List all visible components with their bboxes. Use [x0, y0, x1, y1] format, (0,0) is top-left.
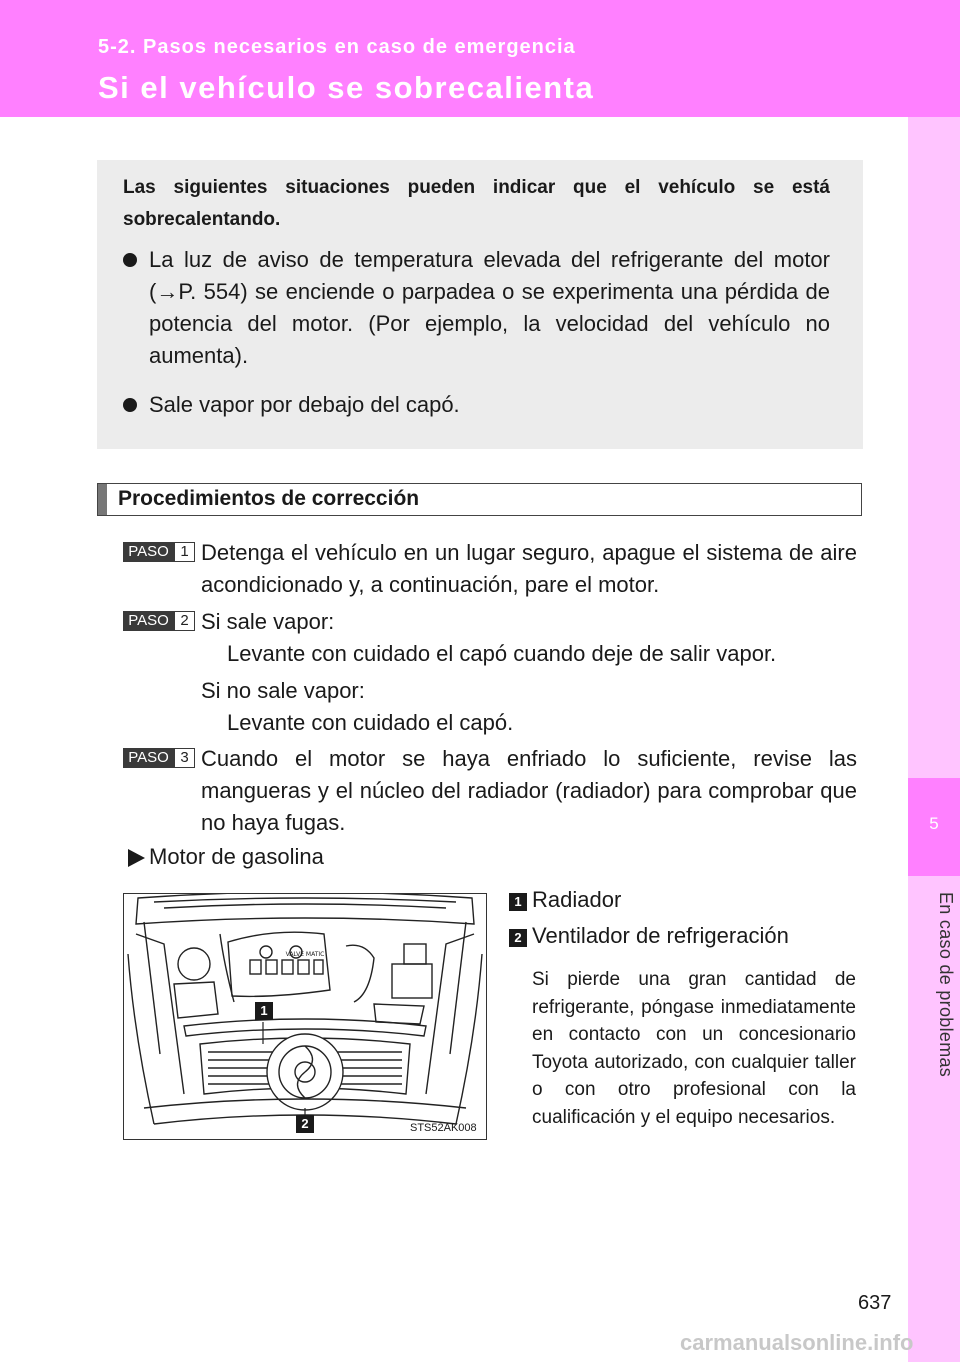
bullet-dot-icon: [123, 253, 137, 267]
chapter-number: 5: [929, 814, 939, 833]
info-intro: Las siguientes situaciones pueden indicar que el vehículo se está sobrecalentando.: [123, 177, 830, 230]
step-label: PASO: [123, 611, 174, 631]
legend-item-radiator: [509, 887, 621, 913]
engine-type-label: Motor de gasolina: [149, 844, 324, 869]
bullet-dot-icon: [123, 398, 137, 412]
engine-cover-text: VALVE MATIC: [285, 951, 325, 958]
figure-code: STS52AK008: [410, 1122, 477, 1134]
bullet-text: Sale vapor por debajo del capó.: [149, 392, 460, 417]
step-label: PASO: [123, 542, 174, 562]
step-2-sub-1: Levante con cuidado el capó cuando deje de salir vapor.: [227, 641, 777, 666]
legend-item-fan: [509, 923, 789, 949]
heading-bar: [98, 484, 107, 515]
legend-2-badge: 2: [509, 929, 527, 947]
step-badge: [123, 542, 195, 562]
legend-1-label: Radiador: [532, 887, 622, 912]
page-number: 637: [858, 1292, 892, 1314]
section-title: 5-2. Pasos necesarios en caso de emergencia: [98, 36, 576, 58]
legend-1-badge: 1: [509, 893, 527, 911]
procedure-heading-text: Procedimientos de corrección: [118, 487, 420, 510]
step-2-text-2: Si no sale vapor:: [201, 678, 365, 703]
procedure-heading: [97, 483, 862, 516]
legend-2-label: Ventilador de refrigeración: [532, 923, 789, 948]
callout-1-badge: 1: [255, 1002, 273, 1020]
step-label: PASO: [123, 748, 174, 768]
triangle-bullet-icon: [128, 849, 145, 867]
bullet-text: La luz de aviso de temperatura elevada del refrigerante del motor (→P. 554) se enciende o parpadea o se experimenta una pérdida de potencia del motor. (Por ejemplo, la velocidad del vehículo no aumenta).: [149, 247, 830, 368]
step-number: 2: [174, 611, 195, 631]
bullet-item: [123, 389, 830, 421]
warning-info-box: [97, 160, 863, 449]
step-number: 3: [174, 748, 195, 768]
coolant-loss-note: Si pierde una gran cantidad de refrigerante, póngase inmediatamente en contacto con un concesionario Toyota autorizado, con cualquier taller o con otro profesional con la cualificación y el equipo necesarios.: [532, 969, 856, 1128]
page-header: [0, 0, 960, 117]
engine-bay-illustration: [123, 893, 487, 1140]
step-1-text: Detenga el vehículo en un lugar seguro, apague el sistema de aire acondicionado y, a continuación, pare el motor.: [201, 540, 857, 597]
page-title: Si el vehículo se sobrecalienta: [98, 70, 595, 105]
step-2-sub-2: Levante con cuidado el capó.: [227, 710, 514, 735]
step-3-text: Cuando el motor se haya enfriado lo suficiente, revise las mangueras y el núcleo del radiador (radiador) para comprobar que no haya fugas.: [201, 746, 857, 835]
side-index-bar: [908, 117, 960, 1362]
step-2-text: Si sale vapor:: [201, 609, 335, 634]
step-badge: [123, 611, 195, 631]
bullet-item: [123, 244, 830, 372]
chapter-label: En caso de problemas: [936, 892, 956, 1078]
callout-2-badge: 2: [296, 1115, 314, 1133]
step-badge: [123, 748, 195, 768]
engine-bay-drawing: [124, 894, 486, 1139]
watermark-link[interactable]: carmanualsonline.info: [680, 1330, 914, 1355]
chapter-tab[interactable]: [908, 778, 960, 876]
step-number: 1: [174, 542, 195, 562]
